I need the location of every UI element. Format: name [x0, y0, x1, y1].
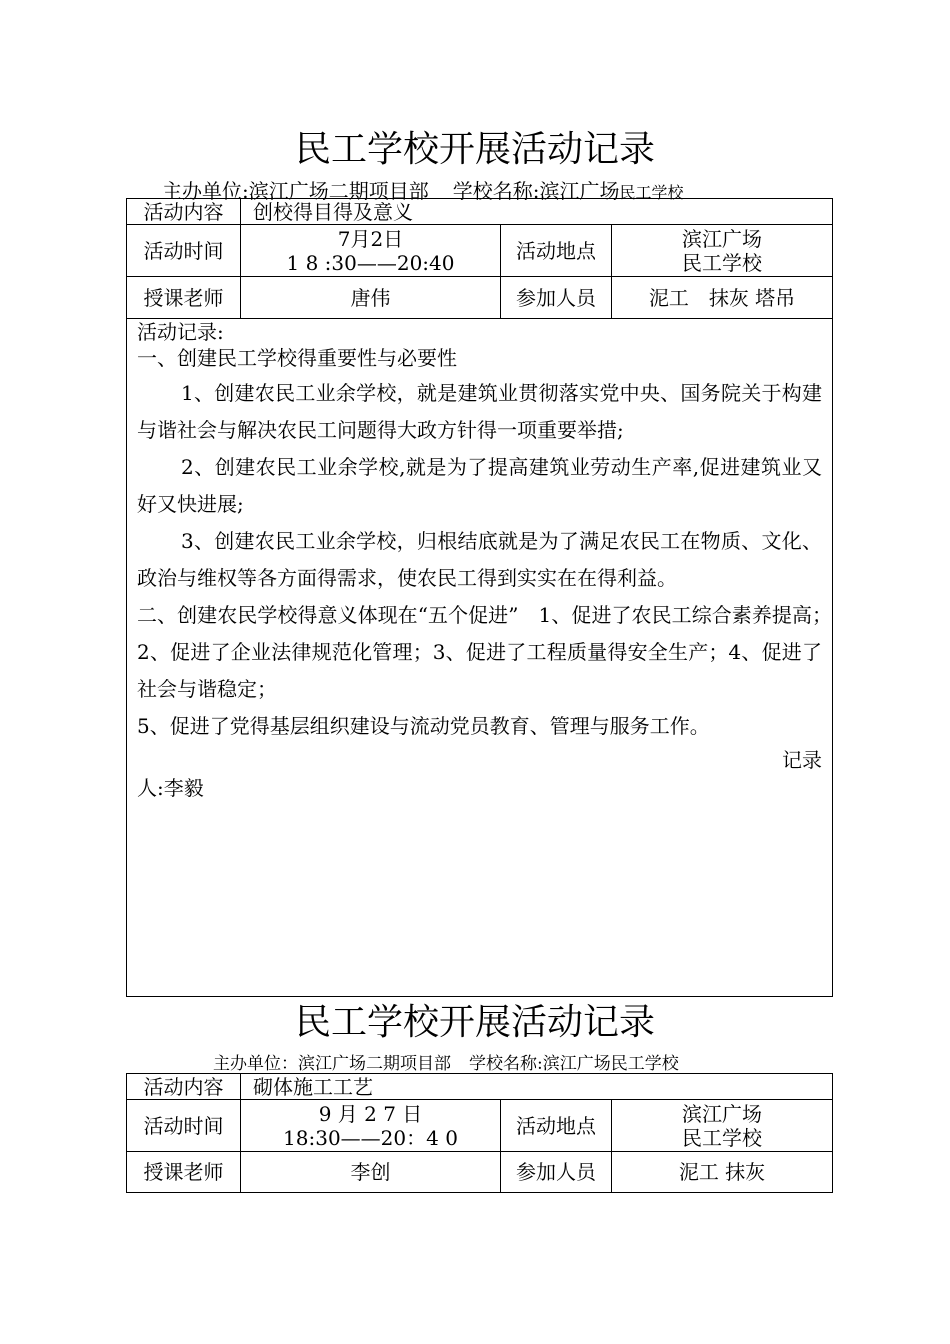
- place-line1: 滨江广场: [682, 226, 763, 251]
- record-paragraph-4: 二、创建农民学校得意义体现在“五个促进” 1、促进了农民工综合素养提高； 2、促进了企业法律规范化管理；3、促进了工程质量得安全生产；4、促进了社会与谐稳定；: [137, 603, 843, 701]
- content-label-2: 活动内容: [127, 1074, 241, 1100]
- time-value-2: [241, 1100, 501, 1152]
- record-heading-1: 一、创建民工学校得重要性与必要性: [137, 346, 457, 370]
- record-body: [127, 319, 843, 997]
- header-info-2: [213, 1049, 679, 1074]
- school-name-text-2: 学校名称:滨江广场民工学校: [469, 1054, 679, 1074]
- activity-record-table: [126, 198, 843, 997]
- time-range-2: 18:30——20：4 0: [283, 1125, 458, 1150]
- place-value: [612, 225, 833, 277]
- time-date: 7月2日: [337, 226, 404, 251]
- content-label: 活动内容: [127, 199, 241, 225]
- sponsor-text-2: 主办单位：滨江广场二期项目部: [213, 1054, 451, 1074]
- time-label-2: 活动时间: [127, 1100, 241, 1152]
- sponsor-text: 主办单位:滨江广场二期项目部: [162, 179, 429, 203]
- place-label: 活动地点: [501, 225, 612, 277]
- record-label: 活动记录:: [137, 320, 224, 344]
- time-range: 1 8 :30——20:40: [286, 250, 455, 275]
- participants-label: 参加人员: [501, 277, 612, 319]
- teacher-label: 授课老师: [127, 277, 241, 319]
- activity-record-table-2: [126, 1073, 833, 1193]
- time-label: 活动时间: [127, 225, 241, 277]
- school-name-text: 学校名称:滨江广场: [452, 179, 620, 203]
- record-paragraph-5: 5、促进了党得基层组织建设与流动党员教育、管理与服务工作。: [137, 714, 710, 738]
- place-line2-2: 民工学校: [682, 1125, 762, 1150]
- time-value: [241, 225, 501, 277]
- teacher-value: 唐伟: [241, 277, 501, 319]
- record-paragraph-2: 2、创建农民工业余学校,就是为了提高建筑业劳动生产率,促进建筑业又好又快进展;: [137, 455, 823, 516]
- participants-value: 泥工 抹灰 塔吊: [612, 277, 833, 319]
- page-title-2: 民工学校开展活动记录: [294, 1002, 655, 1043]
- participants-value-2: 泥工 抹灰: [612, 1152, 833, 1193]
- participants-label-2: 参加人员: [501, 1152, 612, 1193]
- teacher-label-2: 授课老师: [127, 1152, 241, 1193]
- content-value: 创校得目得及意义: [241, 199, 833, 225]
- place-value-2: [612, 1100, 833, 1152]
- time-date-2: 9 月 2 7 日: [318, 1101, 423, 1126]
- place-label-2: 活动地点: [501, 1100, 612, 1152]
- record-paragraph-3: 3、创建农民工业余学校，归根结底就是为了满足农民工在物质、文化、政治与维权等各方面得需求，使农民工得到实实在在得利益。: [137, 529, 823, 590]
- recorder-label: 记录: [782, 748, 823, 772]
- content-value-2: 砌体施工工艺: [241, 1074, 833, 1100]
- page-title: 民工学校开展活动记录: [294, 129, 655, 170]
- place-line1-2: 滨江广场: [682, 1101, 762, 1126]
- place-line2: 民工学校: [682, 250, 763, 275]
- teacher-value-2: 李创: [241, 1152, 501, 1193]
- recorder-name: 人:李毅: [137, 776, 204, 800]
- record-paragraph-1: 1、创建农民工业余学校，就是建筑业贯彻落实党中央、国务院关于构建与谐社会与解决农民工问题得大政方针得一项重要举措;: [137, 381, 823, 442]
- school-name-small: 民工学校: [619, 183, 684, 202]
